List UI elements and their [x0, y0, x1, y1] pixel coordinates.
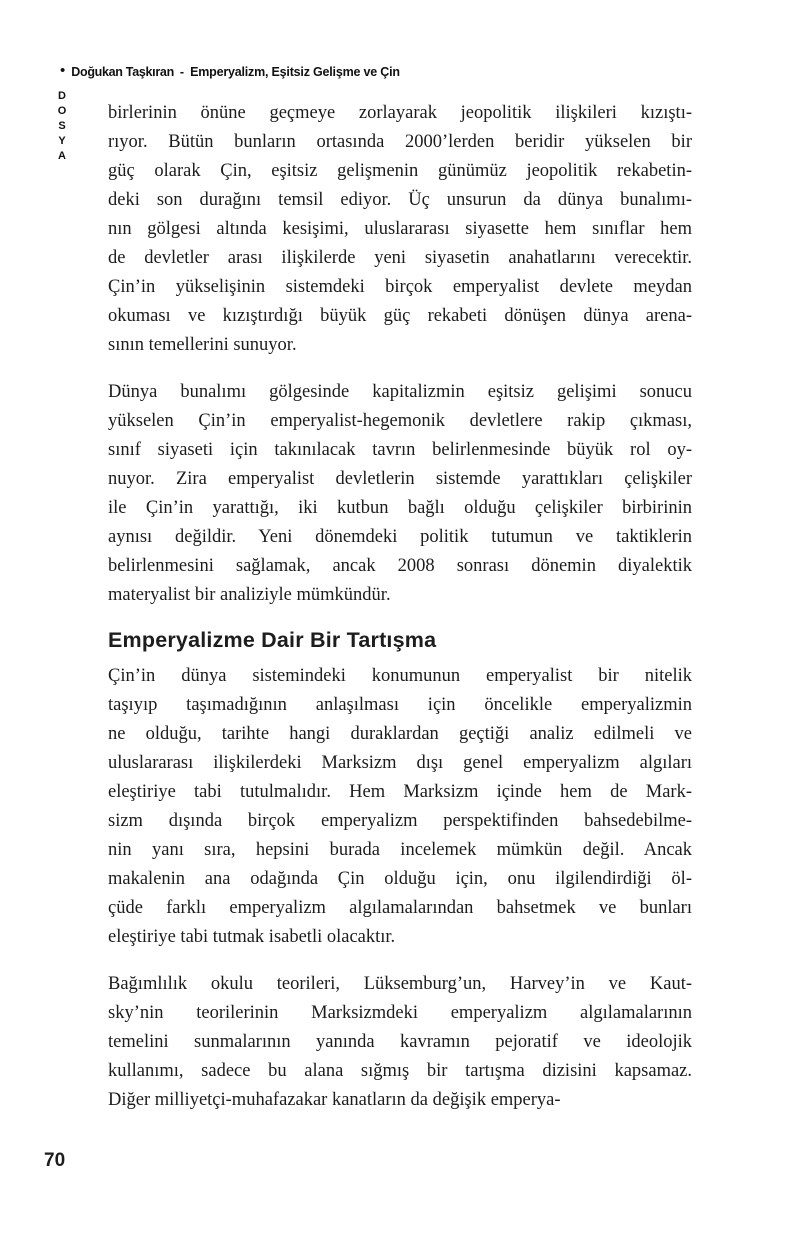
- text-line: sınıf siyaseti için takınılacak tavrın belirlenmesinde büyük rol oy-: [108, 440, 692, 460]
- section-label-vertical: DOSYA: [56, 90, 68, 165]
- text-line: nin yanı sıra, hepsini burada incelemek mümkün değil. Ancak: [108, 840, 692, 860]
- text-line: taşıyıp taşımadığının anlaşılması için öncelikle emperyalizmin: [108, 695, 692, 715]
- text-line: materyalist bir analiziyle mümkündür.: [108, 585, 391, 605]
- text-line: eleştiriye tabi tutmak isabetli olacaktır.: [108, 927, 396, 947]
- text-line: yükselen Çin’in emperyalist-hegemonik devletlere rakip çıkması,: [108, 411, 692, 431]
- paragraph: [108, 99, 692, 360]
- running-header: [60, 64, 400, 79]
- text-line: çüde farklı emperyalizm algılamalarından bahsetmek ve bunları: [108, 898, 692, 918]
- paragraph: [108, 378, 692, 610]
- text-line: aynısı değildir. Yeni dönemdeki politik tutumun ve taktiklerin: [108, 527, 692, 547]
- text-line: Bağımlılık okulu teorileri, Lüksemburg’un, Harvey’in ve Kaut-: [108, 974, 692, 994]
- article-body: [108, 99, 692, 1133]
- text-line: de devletler arası ilişkilerde yeni siyasetin anahatlarını verecektir.: [108, 248, 692, 268]
- text-line: güç olarak Çin, eşitsiz gelişmenin günümüz jeopolitik rekabetin-: [108, 161, 692, 181]
- text-line: makalenin ana odağında Çin olduğu için, onu ilgilendirdiği öl-: [108, 869, 692, 889]
- text-line: sizm dışında birçok emperyalizm perspektifinden bahsedebilme-: [108, 811, 692, 831]
- text-line: Dünya bunalımı gölgesinde kapitalizmin eşitsiz gelişimi sonucu: [108, 382, 692, 402]
- text-line: sının temellerini sunuyor.: [108, 335, 297, 355]
- text-line: uluslararası ilişkilerdeki Marksizm dışı genel emperyalizm algıları: [108, 753, 692, 773]
- header-article-title: Emperyalizm, Eşitsiz Gelişme ve Çin: [190, 64, 400, 79]
- header-bullet-icon: •: [60, 62, 66, 79]
- header-author: Doğukan Taşkıran: [71, 64, 174, 79]
- text-line: ne olduğu, tarihte hangi duraklardan geçtiği analiz edilmeli ve: [108, 724, 692, 744]
- paragraph: [108, 662, 692, 952]
- text-line: birlerinin önüne geçmeye zorlayarak jeopolitik ilişkileri kızıştı-: [108, 103, 692, 123]
- text-line: okuması ve kızıştırdığı büyük güç rekabeti dönüşen dünya arena-: [108, 306, 692, 326]
- header-separator: -: [179, 64, 185, 79]
- text-line: eleştiriye tabi tutulmalıdır. Hem Marksizm içinde hem de Mark-: [108, 782, 692, 802]
- text-line: Çin’in dünya sistemindeki konumunun emperyalist bir nitelik: [108, 666, 692, 686]
- text-line: sky’nin teorilerinin Marksizmdeki emperyalizm algılamalarının: [108, 1003, 692, 1023]
- text-line: kullanımı, sadece bu alana sığmış bir tartışma dizisini kapsamaz.: [108, 1061, 692, 1081]
- text-line: Diğer milliyetçi-muhafazakar kanatların da değişik emperya-: [108, 1090, 561, 1110]
- text-line: belirlenmesini sağlamak, ancak 2008 sonrası dönemin diyalektik: [108, 556, 692, 576]
- page-number: 70: [44, 1150, 66, 1171]
- section-heading: Emperyalizme Dair Bir Tartışma: [108, 628, 437, 652]
- text-line: nuyor. Zira emperyalist devletlerin sistemde yarattıkları çelişkiler: [108, 469, 692, 489]
- text-line: rıyor. Bütün bunların ortasında 2000’lerden beridir yükselen bir: [108, 132, 692, 152]
- paragraph: [108, 970, 692, 1115]
- text-line: ile Çin’in yarattığı, iki kutbun bağlı olduğu çelişkiler birbirinin: [108, 498, 692, 518]
- text-line: nın gölgesi altında kesişimi, uluslararası siyasette hem sınıflar hem: [108, 219, 692, 239]
- text-line: deki son durağını temsil ediyor. Üç unsurun da dünya bunalımı-: [108, 190, 692, 210]
- text-line: temelini sunmalarının yanında kavramın pejoratif ve ideolojik: [108, 1032, 692, 1052]
- text-line: Çin’in yükselişinin sistemdeki birçok emperyalist devlete meydan: [108, 277, 692, 297]
